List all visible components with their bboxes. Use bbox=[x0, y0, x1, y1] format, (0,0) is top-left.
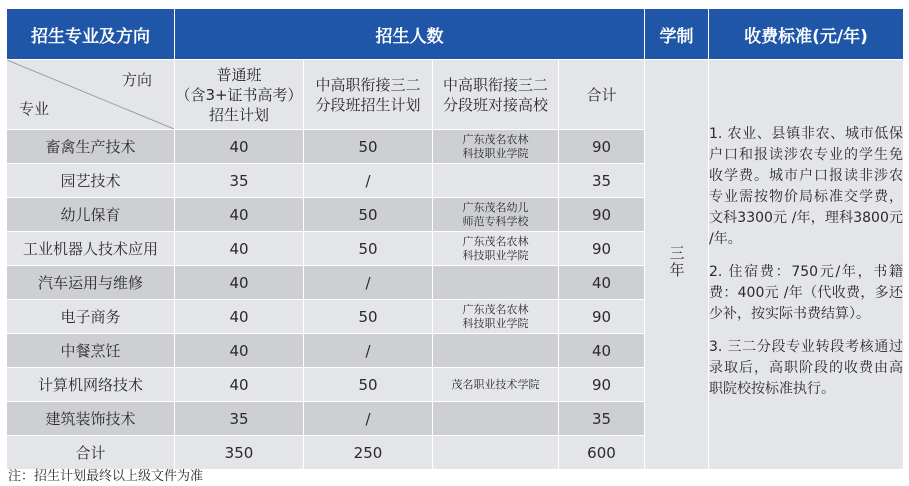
subheader-regular-class: 普通班 （含3+证书高考） 招生计划 bbox=[175, 60, 304, 130]
system-cell bbox=[645, 60, 709, 470]
footnote: 注：招生计划最终以上级文件为准 bbox=[8, 469, 204, 484]
three-two-plan: 50 bbox=[304, 300, 433, 334]
major-name: 园艺技术 bbox=[7, 164, 175, 198]
row-total: 40 bbox=[559, 334, 645, 368]
partner-school: 广东茂名农林 科技职业学院 bbox=[433, 130, 559, 164]
major-name: 计算机网络技术 bbox=[7, 368, 175, 402]
subheader-three-two-plan: 中高职衔接三二 分段班招生计划 bbox=[304, 60, 433, 130]
totals-grand: 600 bbox=[559, 436, 645, 470]
header-system: 学制 bbox=[645, 9, 709, 60]
major-name: 工业机器人技术应用 bbox=[7, 232, 175, 266]
partner-school: 广东茂名农林 科技职业学院 bbox=[433, 232, 559, 266]
three-two-plan: 50 bbox=[304, 368, 433, 402]
major-name: 幼儿保育 bbox=[7, 198, 175, 232]
three-two-plan: / bbox=[304, 334, 433, 368]
row-total: 90 bbox=[559, 368, 645, 402]
row-total: 90 bbox=[559, 130, 645, 164]
major-name: 汽车运用与维修 bbox=[7, 266, 175, 300]
major-name: 畜禽生产技术 bbox=[7, 130, 175, 164]
regular-plan: 40 bbox=[175, 232, 304, 266]
regular-plan: 35 bbox=[175, 164, 304, 198]
three-two-plan: / bbox=[304, 402, 433, 436]
totals-three-two: 250 bbox=[304, 436, 433, 470]
fee-item-3: 3. 三二分段专业转段考核通过录取后，高职阶段的收费由高职院校按标准执行。 bbox=[709, 338, 903, 397]
totals-school bbox=[433, 436, 559, 470]
admissions-table bbox=[6, 8, 904, 470]
major-name: 建筑装饰技术 bbox=[7, 402, 175, 436]
subheader-row bbox=[7, 60, 904, 130]
partner-school bbox=[433, 266, 559, 300]
partner-school: 广东茂名农林 科技职业学院 bbox=[433, 300, 559, 334]
diagonal-header-cell bbox=[7, 60, 175, 130]
row-total: 35 bbox=[559, 164, 645, 198]
regular-plan: 40 bbox=[175, 198, 304, 232]
three-two-plan: 50 bbox=[304, 130, 433, 164]
row-total: 90 bbox=[559, 232, 645, 266]
major-name: 中餐烹饪 bbox=[7, 334, 175, 368]
header-row bbox=[7, 9, 904, 60]
row-total: 40 bbox=[559, 266, 645, 300]
three-two-plan: 50 bbox=[304, 232, 433, 266]
regular-plan: 40 bbox=[175, 300, 304, 334]
partner-school bbox=[433, 402, 559, 436]
partner-school bbox=[433, 164, 559, 198]
header-fee-standard: 收费标准(元/年) bbox=[709, 9, 904, 60]
regular-plan: 35 bbox=[175, 402, 304, 436]
subheader-total: 合计 bbox=[559, 60, 645, 130]
regular-plan: 40 bbox=[175, 368, 304, 402]
subheader-three-two-school: 中高职衔接三二 分段班对接高校 bbox=[433, 60, 559, 130]
header-enrollment-count: 招生人数 bbox=[175, 9, 645, 60]
partner-school: 茂名职业技术学院 bbox=[433, 368, 559, 402]
regular-plan: 40 bbox=[175, 334, 304, 368]
major-label: 专业 bbox=[19, 100, 50, 118]
fee-item-2: 2. 住宿费：750元/年，书籍费：400元 /年（代收费，多还少补，按实际书费结算）。 bbox=[709, 263, 903, 322]
three-two-plan: 50 bbox=[304, 198, 433, 232]
header-major-direction: 招生专业及方向 bbox=[7, 9, 175, 60]
fee-item-1: 1. 农业、县镇非农、城市低保户口和报读涉农专业的学生免收学费。城市户口报读非涉农专业需按物价局标准交学费，文科3300元 /年，理科3800元 /年。 bbox=[709, 125, 903, 247]
totals-label: 合计 bbox=[7, 436, 175, 470]
row-total: 90 bbox=[559, 198, 645, 232]
partner-school bbox=[433, 334, 559, 368]
three-two-plan: / bbox=[304, 266, 433, 300]
direction-label: 方向 bbox=[121, 71, 152, 89]
row-total: 35 bbox=[559, 402, 645, 436]
partner-school: 广东茂名幼儿 师范专科学校 bbox=[433, 198, 559, 232]
fee-standard-cell bbox=[709, 60, 904, 470]
three-two-plan: / bbox=[304, 164, 433, 198]
regular-plan: 40 bbox=[175, 130, 304, 164]
regular-plan: 40 bbox=[175, 266, 304, 300]
system-value: 三年 bbox=[667, 245, 686, 279]
row-total: 90 bbox=[559, 300, 645, 334]
totals-regular: 350 bbox=[175, 436, 304, 470]
major-name: 电子商务 bbox=[7, 300, 175, 334]
